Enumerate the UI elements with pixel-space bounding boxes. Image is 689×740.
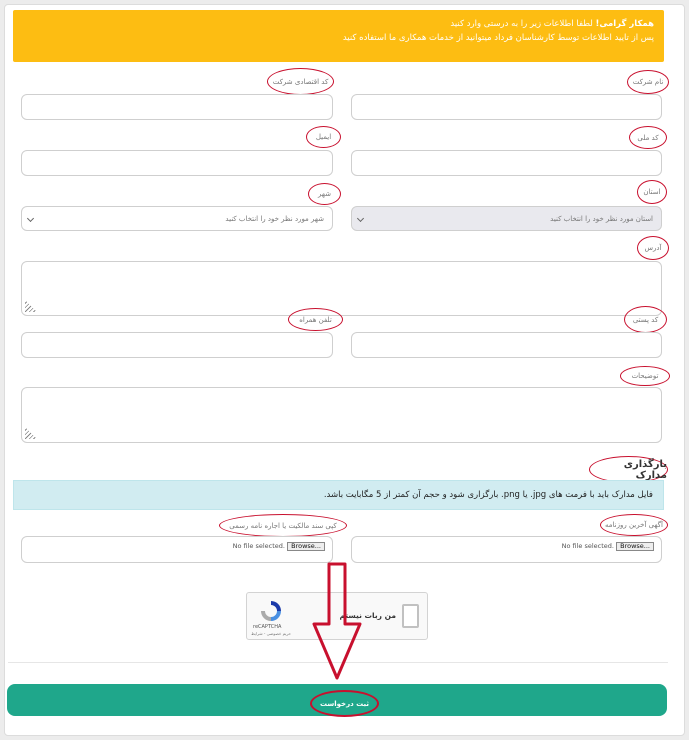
submit-label[interactable]: ثبت درخواست	[319, 699, 370, 708]
economic-code-label-oval	[267, 68, 334, 95]
email-label-oval	[306, 126, 341, 148]
gazette-browse-button[interactable]: Browse...	[616, 542, 654, 551]
ownership-file-status: No file selected.	[232, 542, 285, 550]
resize-handle-icon[interactable]	[25, 427, 37, 439]
upload-title: بارگذاری مدارک	[623, 458, 667, 481]
company-name-label: نام شرکت	[632, 78, 664, 86]
postal-code-input[interactable]	[351, 332, 662, 358]
address-label-oval	[637, 236, 669, 260]
province-select-value: استان مورد نظر خود را انتخاب کنید	[550, 214, 653, 223]
province-label: استان	[643, 188, 661, 196]
chevron-down-icon	[357, 215, 364, 222]
gazette-label-oval	[600, 514, 668, 536]
economic-code-input[interactable]	[21, 94, 333, 120]
alert-line2: پس از تایید اطلاعات توسط کارشناسان فرداد میتوانید از خدمات همکاری ما استفاده کنید	[342, 33, 654, 43]
city-label: شهر	[318, 190, 331, 198]
national-id-label: کد ملی	[637, 133, 659, 142]
upload-title-oval	[589, 456, 668, 483]
postal-code-label: کد پستی	[632, 315, 659, 324]
company-name-label-oval	[627, 70, 669, 94]
city-select-value: شهر مورد نظر خود را انتخاب کنید	[225, 214, 324, 223]
address-label: آدرس	[644, 244, 662, 252]
upload-info-alert	[13, 480, 664, 510]
resize-handle-icon[interactable]	[25, 300, 37, 312]
company-name-input[interactable]	[351, 94, 662, 120]
mobile-input[interactable]	[21, 332, 333, 358]
description-textarea[interactable]	[21, 387, 662, 443]
postal-code-label-oval	[624, 306, 667, 333]
recaptcha-label: من ربات نیستم	[339, 611, 396, 620]
email-input[interactable]	[21, 150, 333, 176]
city-select[interactable]	[21, 206, 333, 231]
gazette-file-status: No file selected.	[561, 542, 614, 550]
province-label-oval	[637, 180, 667, 204]
recaptcha-brand: reCAPTCHA	[253, 624, 282, 630]
chevron-down-icon	[27, 215, 34, 222]
alert-line1: لطفا اطلاعات زیر را به درستی وارد کنید	[450, 19, 596, 29]
recaptcha-checkbox[interactable]	[402, 604, 419, 628]
city-label-oval	[308, 183, 341, 205]
national-id-label-oval	[629, 126, 667, 149]
ownership-browse-button[interactable]: Browse...	[287, 542, 325, 551]
arrow-down-icon	[310, 560, 364, 684]
email-label: ایمیل	[315, 133, 332, 141]
gazette-file-input[interactable]	[351, 536, 662, 563]
recaptcha-terms[interactable]: حریم خصوصی - شرایط	[251, 631, 292, 636]
submit-label-oval[interactable]	[310, 690, 379, 717]
warning-alert	[13, 10, 664, 62]
mobile-label: تلفن همراه	[299, 315, 332, 324]
description-label-oval	[620, 366, 670, 386]
upload-info-text: فایل مدارک باید با فرمت های jpg. یا png. بارگزاری شود و حجم آن کمتر از 5 مگابایت باشد.	[323, 490, 653, 500]
ownership-label-oval	[219, 514, 347, 537]
ownership-file-input[interactable]	[21, 536, 333, 563]
ownership-label: کپی سند مالکیت یا اجاره نامه رسمی	[229, 521, 337, 530]
province-select[interactable]	[351, 206, 662, 231]
economic-code-label: کد اقتصادی شرکت	[272, 77, 329, 86]
mobile-label-oval	[288, 308, 343, 331]
national-id-input[interactable]	[351, 150, 662, 176]
recaptcha-icon	[259, 599, 283, 623]
gazette-label: آگهی آخرین روزنامه	[605, 521, 663, 529]
address-textarea[interactable]	[21, 261, 662, 316]
alert-strong: همکار گرامی!	[595, 19, 654, 29]
description-label: توضیحات	[631, 372, 659, 380]
